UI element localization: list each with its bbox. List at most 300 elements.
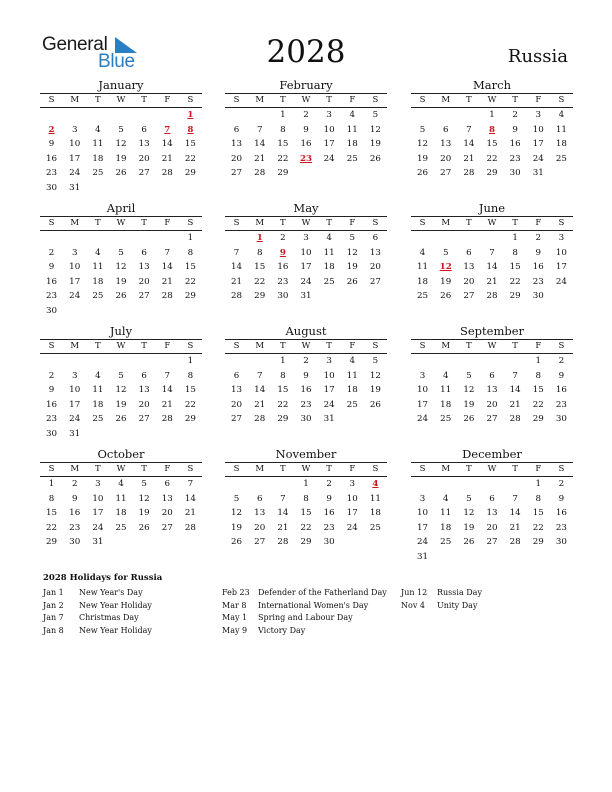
day-cell: 17 [92,508,104,518]
weekday-label: M [70,95,80,105]
weekday-label: T [95,341,101,351]
weekday-label: T [466,95,472,105]
day-cell: 28 [509,414,521,424]
day-cell: 9 [48,385,55,395]
day-cell: 4 [419,247,426,258]
day-cell: 14 [254,139,266,149]
day-grid [40,477,202,550]
weekday-label: S [187,95,194,105]
day-cell: 21 [509,399,521,410]
day-empty [457,354,480,369]
day-cell: 26 [115,168,127,178]
day-cell: 31 [69,182,81,193]
day-empty [504,477,527,492]
day-cell: 27 [231,414,243,424]
weekday-label: S [372,95,379,105]
day-empty [109,108,132,123]
day-empty [40,108,63,123]
day-cell: 8 [256,247,263,258]
day-cell: 2 [558,356,565,366]
day-cell: 23 [532,276,544,287]
day-cell: 14 [277,508,289,518]
day-cell: 11 [369,493,381,504]
month-may [225,201,387,304]
weekday-header [411,463,573,477]
day-empty [133,354,156,369]
day-cell: 20 [486,522,498,533]
weekday-label: W [301,464,311,474]
day-grid [40,108,202,195]
day-cell: 25 [417,291,429,301]
month-november [225,447,387,550]
day-cell: 15 [532,385,544,395]
day-cell: 16 [277,262,289,272]
weekday-label: S [187,341,194,351]
weekday-label: F [164,218,171,228]
day-cell: 3 [71,370,78,381]
day-cell: 30 [46,182,58,193]
day-grid [411,108,573,181]
day-empty [248,108,271,123]
day-cell: 24 [69,414,81,424]
day-empty [63,231,86,246]
weekday-label: S [372,464,379,474]
holiday-name: Spring and Labour Day [258,613,353,623]
weekday-label: W [487,218,497,228]
day-cell: 11 [92,262,104,272]
weekday-label: M [441,464,451,474]
day-empty [480,231,503,246]
weekday-label: S [558,95,565,105]
day-cell: 26 [417,168,429,178]
day-empty [86,354,109,369]
month-december [411,447,573,564]
day-cell: 31 [417,551,429,562]
day-cell: 11 [417,262,429,272]
day-cell: 22 [300,522,312,533]
weekday-label: S [233,464,240,474]
day-cell: 15 [277,385,289,395]
weekday-label: T [326,341,332,351]
day-cell: 27 [231,168,243,178]
day-cell: 3 [419,493,426,504]
day-cell: 23 [323,522,335,533]
day-cell: 6 [141,247,147,258]
month-name: August [225,324,387,340]
day-cell: 12 [463,385,475,395]
day-cell: 12 [369,124,381,135]
day-grid [40,354,202,441]
day-cell: 8 [535,493,542,504]
day-cell: 22 [277,153,289,164]
logo-text-blue: Blue [98,51,135,72]
day-cell: 13 [254,508,266,518]
day-grid [225,231,387,304]
month-name: July [40,324,202,340]
day-cell: 15 [277,139,289,149]
day-cell: 9 [303,370,309,381]
day-cell: 7 [466,124,472,135]
day-cell: 16 [46,153,58,164]
day-empty [156,354,179,369]
day-cell: 3 [349,479,356,489]
weekday-header [411,94,573,108]
day-cell: 13 [138,262,150,272]
day-cell: 15 [486,139,498,149]
day-cell: 13 [440,139,452,149]
day-cell: 23 [555,399,567,410]
day-cell: 18 [369,508,381,518]
holiday-day-cell: 23 [299,153,313,164]
weekday-label: S [419,464,426,474]
day-cell: 23 [277,276,289,287]
day-cell: 18 [92,276,104,287]
day-cell: 29 [277,168,289,178]
day-cell: 27 [486,414,498,424]
day-cell: 4 [95,370,101,381]
day-empty [411,108,434,123]
weekday-label: S [372,218,379,228]
holiday-name: Defender of the Fatherland Day [258,588,387,597]
holiday-item [222,587,387,600]
day-cell: 14 [486,262,498,272]
day-cell: 10 [346,493,358,504]
day-cell: 17 [69,276,81,287]
day-cell: 21 [161,399,173,410]
day-cell: 29 [184,168,196,178]
day-cell: 26 [369,399,381,410]
day-cell: 1 [535,479,542,489]
holiday-column [222,587,387,637]
weekday-label: M [255,218,265,228]
day-cell: 28 [254,414,266,424]
weekday-label: M [441,341,451,351]
day-cell: 25 [346,399,358,410]
weekday-header [225,217,387,231]
day-cell: 4 [95,247,101,258]
day-cell: 26 [463,537,475,547]
weekday-label: S [48,464,55,474]
weekday-label: W [116,341,126,351]
day-cell: 20 [231,153,243,164]
day-cell: 6 [233,370,240,381]
day-cell: 12 [115,385,127,395]
day-cell: 12 [346,247,358,258]
day-cell: 4 [349,356,356,366]
day-cell: 23 [69,522,81,533]
holiday-name: New Year Holiday [79,600,152,610]
holiday-item [222,600,387,613]
day-cell: 11 [323,247,335,258]
day-cell: 22 [184,153,196,164]
day-cell: 6 [256,493,263,504]
day-cell: 22 [184,399,196,410]
holiday-date: Jan 1 [43,588,64,597]
weekday-label: T [95,464,101,474]
day-cell: 9 [535,247,542,258]
day-empty [248,477,271,492]
day-empty [480,354,503,369]
holiday-day-cell: 1 [256,233,263,243]
month-april [40,201,202,318]
day-cell: 20 [254,522,266,533]
weekday-label: S [558,464,565,474]
holiday-day-cell: 8 [187,124,194,135]
day-cell: 31 [92,537,104,547]
day-cell: 15 [300,508,312,518]
day-cell: 25 [346,153,358,164]
day-cell: 10 [300,247,312,258]
day-empty [63,108,86,123]
day-cell: 3 [71,124,78,135]
holiday-day-cell: 1 [187,110,194,120]
weekday-label: F [349,464,356,474]
day-cell: 4 [95,124,101,135]
day-cell: 28 [161,414,173,424]
weekday-label: S [187,464,194,474]
holiday-date: May 9 [222,625,248,635]
day-cell: 27 [254,537,266,547]
day-cell: 28 [486,291,498,301]
weekday-label: F [164,95,171,105]
weekday-label: F [535,95,542,105]
day-cell: 19 [369,139,381,149]
day-cell: 13 [138,385,150,395]
day-cell: 28 [509,537,521,547]
month-july [40,324,202,441]
day-cell: 20 [369,262,381,272]
day-cell: 12 [115,139,127,149]
day-cell: 21 [184,508,196,518]
day-cell: 17 [417,399,429,410]
day-cell: 25 [115,522,127,533]
weekday-label: M [255,464,265,474]
day-cell: 25 [369,522,381,533]
day-cell: 25 [555,153,567,164]
day-cell: 29 [532,537,544,547]
day-cell: 18 [92,153,104,164]
day-cell: 24 [417,537,429,547]
day-cell: 16 [69,508,81,518]
day-cell: 8 [187,247,194,258]
weekday-label: T [466,341,472,351]
day-cell: 17 [417,522,429,533]
day-cell: 5 [419,124,426,135]
day-cell: 13 [161,493,173,504]
day-empty [156,108,179,123]
day-cell: 18 [440,399,452,410]
holiday-day-cell: 2 [48,124,55,135]
day-cell: 10 [323,124,335,135]
day-cell: 5 [349,233,356,243]
day-cell: 24 [417,414,429,424]
day-cell: 29 [300,537,312,547]
holiday-day-cell: 12 [439,262,452,272]
day-cell: 5 [141,479,147,489]
day-cell: 12 [231,508,243,518]
day-cell: 30 [46,428,58,439]
day-empty [133,231,156,246]
day-cell: 6 [141,370,147,381]
day-cell: 6 [372,233,379,243]
day-cell: 23 [555,522,567,533]
day-cell: 2 [303,356,309,366]
day-cell: 11 [440,385,452,395]
day-cell: 9 [558,370,565,381]
day-empty [457,108,480,123]
day-cell: 29 [277,414,289,424]
day-cell: 24 [92,522,104,533]
day-cell: 2 [558,479,565,489]
day-cell: 5 [118,247,124,258]
day-cell: 7 [489,247,495,258]
weekday-label: T [141,464,147,474]
day-cell: 26 [115,291,127,301]
day-cell: 30 [46,305,58,316]
day-cell: 20 [440,153,452,164]
day-cell: 29 [532,414,544,424]
day-cell: 31 [300,291,312,301]
day-cell: 28 [231,291,243,301]
day-cell: 17 [69,153,81,164]
day-cell: 7 [256,124,263,135]
day-cell: 6 [466,247,472,258]
day-empty [434,108,457,123]
day-cell: 10 [532,124,544,135]
day-cell: 5 [118,124,124,135]
weekday-label: T [280,341,286,351]
holiday-day-cell: 4 [372,479,379,489]
day-cell: 21 [231,276,243,287]
day-cell: 26 [463,414,475,424]
day-cell: 5 [442,247,449,258]
day-cell: 9 [48,139,55,149]
day-empty [225,108,248,123]
country-name: Russia [507,46,568,67]
month-name: December [411,447,573,463]
day-cell: 4 [118,479,124,489]
weekday-label: W [487,464,497,474]
holiday-column [401,587,482,612]
day-cell: 27 [369,276,381,287]
day-cell: 22 [532,522,544,533]
day-cell: 21 [254,153,266,164]
day-cell: 20 [138,276,150,287]
day-cell: 15 [184,262,196,272]
holiday-name: New Year's Day [79,588,143,597]
day-cell: 2 [512,110,518,120]
weekday-label: F [535,341,542,351]
weekday-label: S [558,218,565,228]
day-cell: 13 [369,247,381,258]
day-cell: 25 [323,276,335,287]
day-cell: 22 [509,276,521,287]
day-cell: 27 [440,168,452,178]
day-cell: 12 [417,139,429,149]
calendar-year: 2028 [266,34,346,70]
month-january [40,78,202,195]
day-cell: 14 [161,385,173,395]
day-cell: 14 [509,385,521,395]
day-cell: 14 [161,262,173,272]
day-cell: 24 [555,276,567,287]
day-cell: 3 [326,356,332,366]
day-cell: 4 [349,110,356,120]
weekday-label: S [372,341,379,351]
holiday-item [43,612,152,625]
day-cell: 27 [463,291,475,301]
day-cell: 18 [346,139,358,149]
holiday-name: Unity Day [437,600,478,610]
day-cell: 16 [46,276,58,287]
day-cell: 24 [300,276,312,287]
day-cell: 2 [280,233,286,243]
holiday-item [43,587,152,600]
day-cell: 22 [184,276,196,287]
day-grid [225,477,387,550]
day-cell: 29 [184,414,196,424]
day-cell: 24 [323,399,335,410]
day-cell: 13 [463,262,475,272]
weekday-label: W [301,95,311,105]
day-cell: 6 [141,124,147,135]
day-cell: 30 [555,537,567,547]
day-cell: 23 [46,291,58,301]
month-name: April [40,201,202,217]
day-cell: 18 [417,276,429,287]
weekday-label: T [512,218,518,228]
day-empty [480,477,503,492]
day-cell: 7 [187,479,194,489]
day-cell: 7 [256,370,263,381]
day-cell: 6 [442,124,449,135]
holiday-name: Russia Day [437,588,482,597]
weekday-label: S [233,341,240,351]
holiday-date: Feb 23 [222,588,250,597]
day-cell: 17 [69,399,81,410]
day-cell: 13 [231,139,243,149]
weekday-label: S [558,341,565,351]
weekday-label: T [326,218,332,228]
day-cell: 17 [323,139,335,149]
day-cell: 8 [512,247,518,258]
weekday-label: S [48,341,55,351]
day-cell: 22 [254,276,266,287]
day-cell: 27 [138,291,150,301]
day-empty [411,354,434,369]
day-cell: 24 [532,153,544,164]
day-grid [225,354,387,427]
day-cell: 16 [300,139,312,149]
day-cell: 10 [323,370,335,381]
day-cell: 10 [69,139,81,149]
weekday-label: M [255,341,265,351]
day-cell: 20 [231,399,243,410]
day-cell: 20 [463,276,475,287]
day-cell: 18 [92,399,104,410]
day-cell: 11 [440,508,452,518]
day-cell: 16 [300,385,312,395]
day-cell: 11 [346,370,358,381]
weekday-label: T [141,218,147,228]
day-empty [457,477,480,492]
day-cell: 2 [48,247,55,258]
weekday-label: F [535,218,542,228]
day-cell: 8 [303,493,309,504]
day-cell: 21 [161,153,173,164]
day-cell: 30 [532,291,544,301]
day-cell: 2 [71,479,78,489]
